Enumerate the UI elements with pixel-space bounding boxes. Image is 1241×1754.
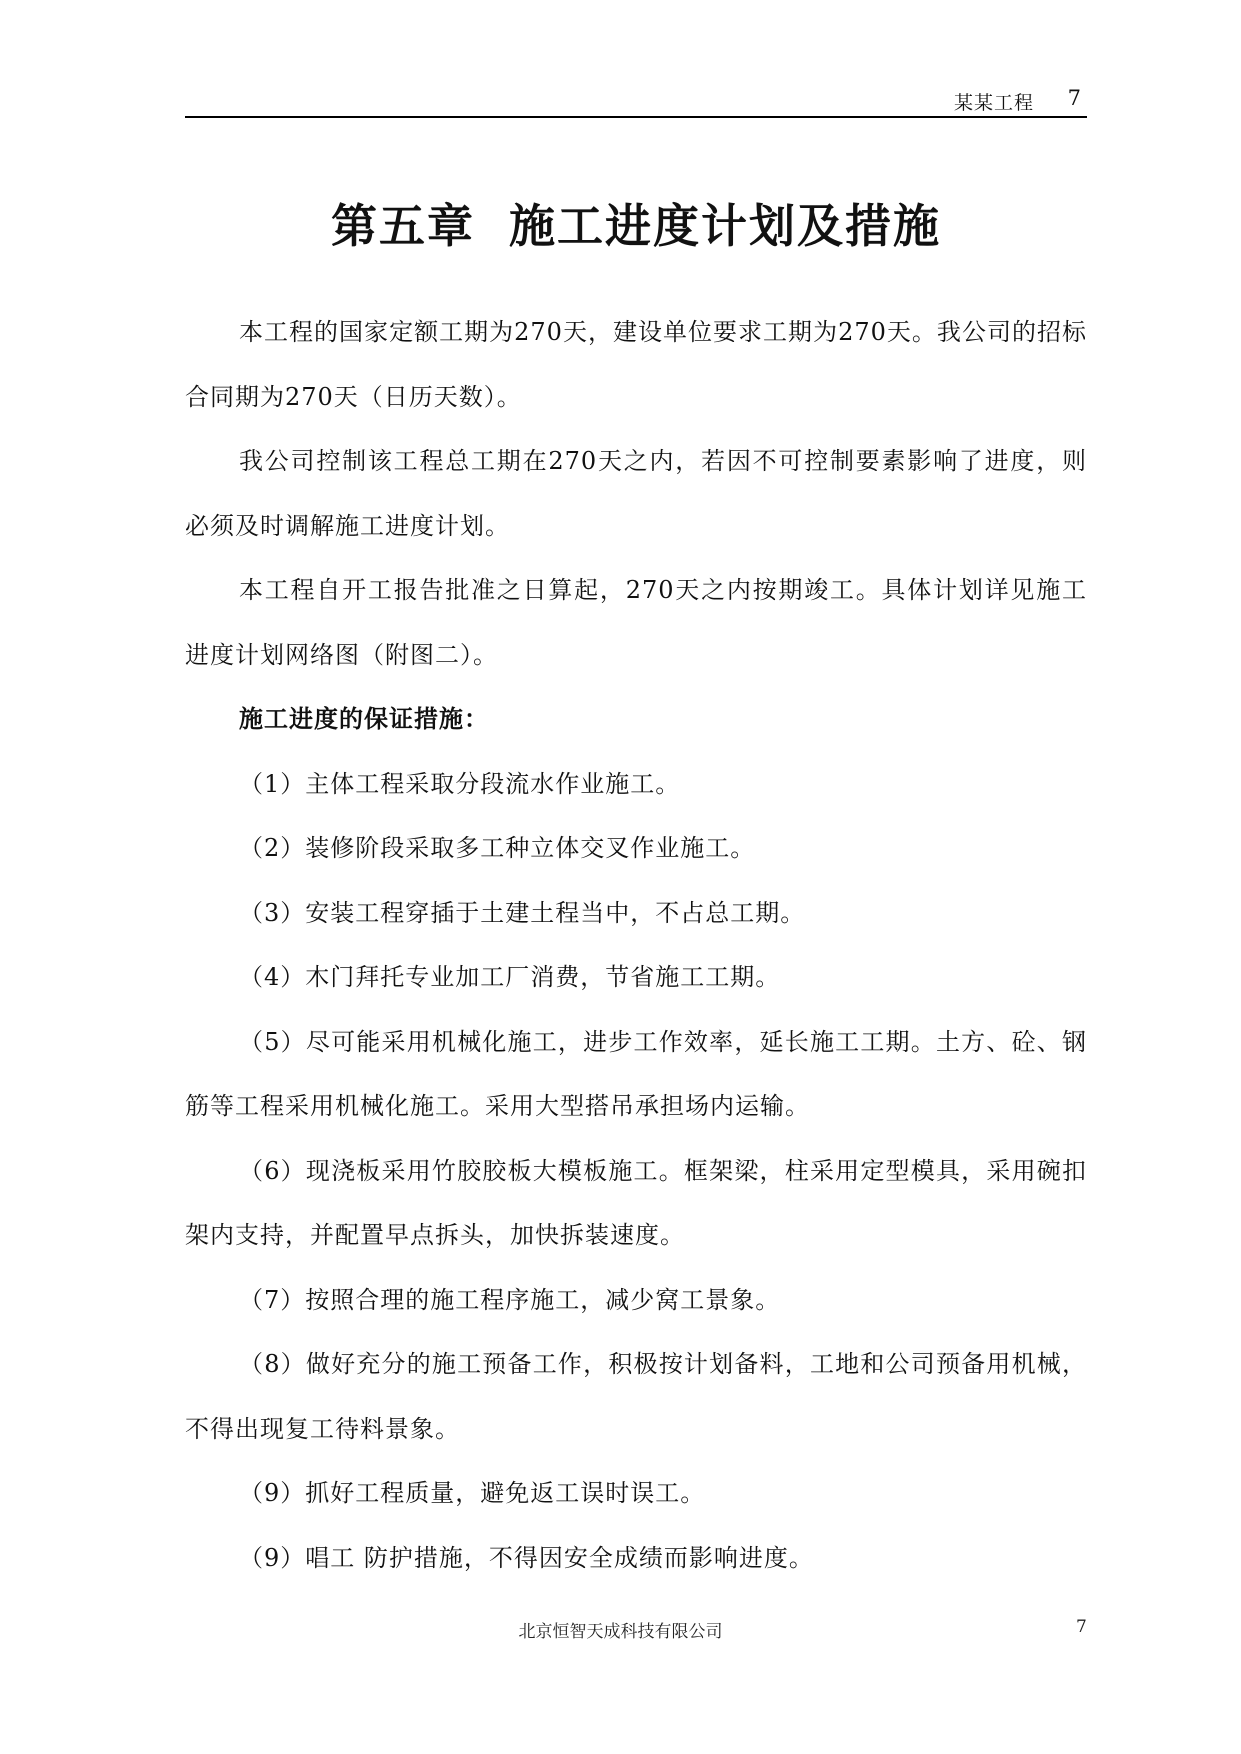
header-page-number: 7 xyxy=(1067,86,1081,110)
measure-item-2: （2）装修阶段采取多工种立体交叉作业施工。 xyxy=(239,834,756,862)
paragraph-schedule: 本工程自开工报告批准之日算起，270天之内按期竣工。具体计划详见施工进度计划网络图（附图二）。 xyxy=(185,576,1087,669)
footer-page-number: 7 xyxy=(1076,1617,1087,1637)
measure-item-8: （8）做好充分的施工预备工作，积极按计划备料，工地和公司预备用机械，不得出现复工待料景象。 xyxy=(185,1350,1087,1443)
body-content xyxy=(185,300,1087,1590)
section-heading: 施工进度的保证措施： xyxy=(239,705,489,733)
header-title: 某某工程 xyxy=(953,92,1034,114)
measure-item-9b: （9）唱工 防护措施，不得因安全成绩而影响进度。 xyxy=(239,1543,814,1572)
measure-item-9: （9）抓好工程质量，避免返工误时误工。 xyxy=(239,1479,706,1507)
page-header xyxy=(185,82,1087,118)
chapter-number: 第五章 xyxy=(331,199,475,253)
paragraph-duration: 本工程的国家定额工期为270天，建设单位要求工期为270天。我公司的招标合同期为270天（日历天数）。 xyxy=(185,318,1087,411)
measure-item-5: （5）尽可能采用机械化施工，进步工作效率，延长施工工期。土方、砼、钢筋等工程采用机械化施工。采用大型搭吊承担场内运输。 xyxy=(185,1027,1087,1120)
chapter-title xyxy=(185,190,1087,256)
measure-item-4: （4）木门拜托专业加工厂消费，节省施工工期。 xyxy=(239,963,781,991)
chapter-name: 施工进度计划及措施 xyxy=(509,199,941,253)
measure-item-7: （7）按照合理的施工程序施工，减少窝工景象。 xyxy=(239,1285,781,1314)
measure-item-1: （1）主体工程采取分段流水作业施工。 xyxy=(239,769,681,798)
footer-company: 北京恒智天成科技有限公司 xyxy=(518,1622,723,1642)
measure-item-6: （6）现浇板采用竹胶胶板大模板施工。框架梁，柱采用定型模具，采用碗扣架内支持，并配置早点拆头，加快拆装速度。 xyxy=(185,1156,1087,1249)
measure-item-3: （3）安装工程穿插于土建土程当中，不占总工期。 xyxy=(239,898,806,927)
paragraph-control: 我公司控制该工程总工期在270天之内，若因不可控制要素影响了进度，则必须及时调解施工进度计划。 xyxy=(185,447,1087,540)
